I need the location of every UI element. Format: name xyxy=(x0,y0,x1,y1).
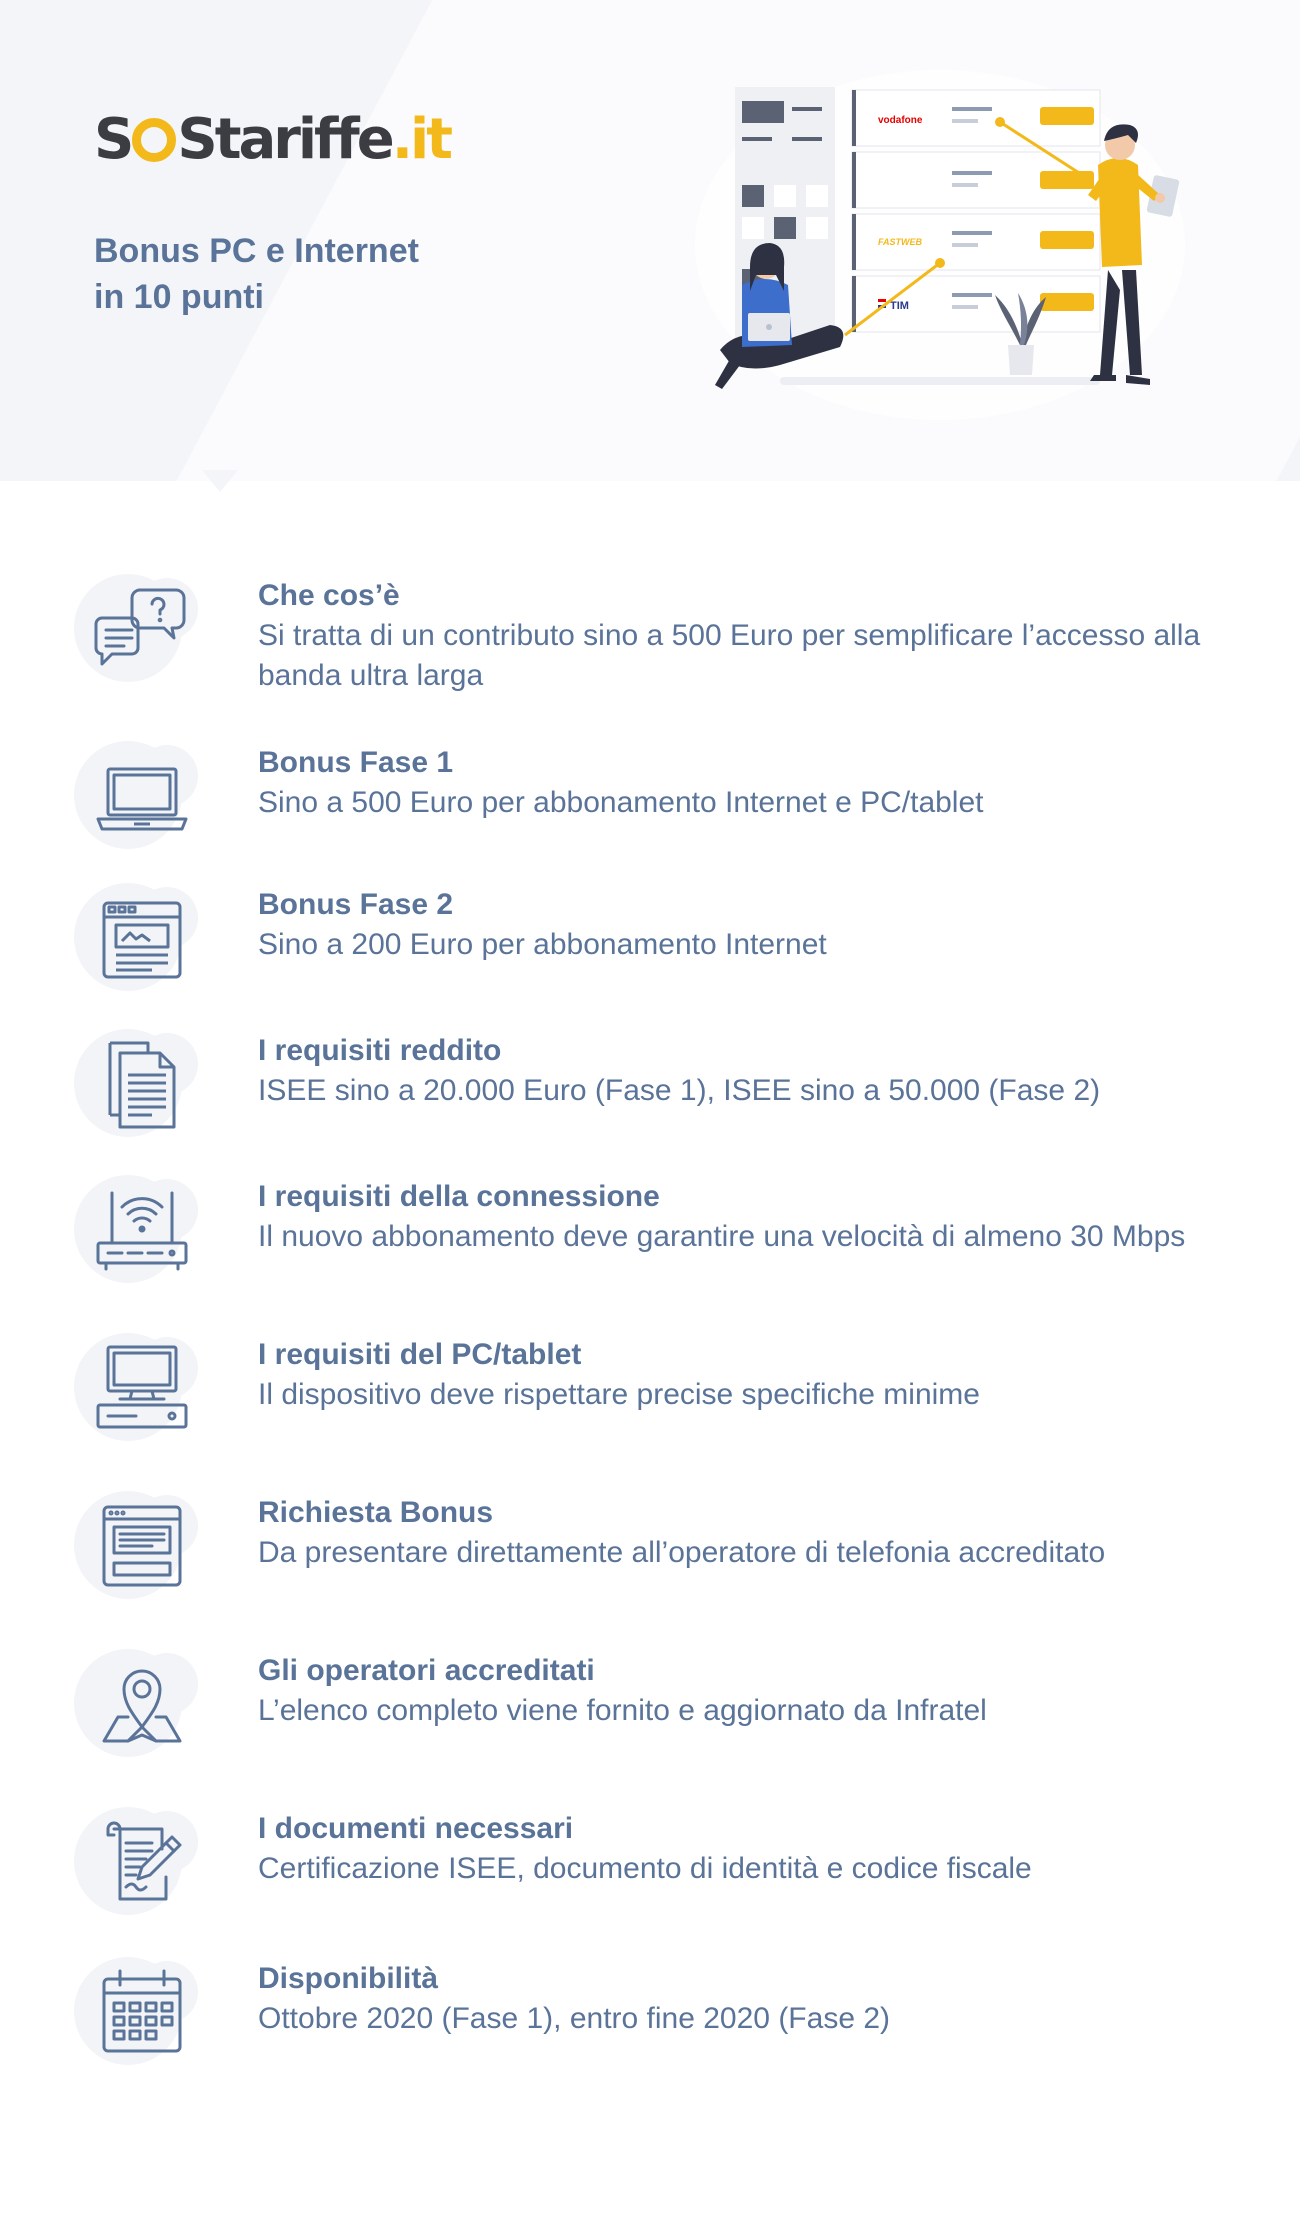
list-item-documenti-necessari xyxy=(0,1803,1300,1943)
item-title: Bonus Fase 1 xyxy=(258,746,454,779)
item-text: Da presentare direttamente all’operatore di telefonia accreditato xyxy=(258,1536,1106,1569)
logo-tld: .it xyxy=(391,106,451,172)
item-title: I documenti necessari xyxy=(258,1812,574,1845)
item-text: Sino a 500 Euro per abbonamento Internet e PC/tablet xyxy=(258,786,984,819)
list-item-requisiti-connessione xyxy=(0,1171,1300,1311)
page-subtitle xyxy=(94,228,514,320)
header-notch xyxy=(202,470,238,492)
logo xyxy=(94,104,450,174)
subtitle-line-2: in 10 punti xyxy=(94,278,264,316)
item-text: ISEE sino a 20.000 Euro (Fase 1), ISEE sino a 50.000 (Fase 2) xyxy=(258,1074,1101,1107)
list-item-che-cose xyxy=(0,570,1300,710)
document-pen-icon xyxy=(92,1813,192,1913)
calendar-icon xyxy=(92,1963,192,2063)
laptop-icon xyxy=(92,747,192,847)
header-illustration xyxy=(690,55,1230,435)
router-icon xyxy=(92,1181,192,1281)
subtitle-line-1: Bonus PC e Internet xyxy=(94,232,419,270)
card-label-tim: TIM xyxy=(890,300,909,312)
logo-letter-s2: S xyxy=(177,106,215,172)
logo-letter-s1: S xyxy=(94,106,132,172)
list-item-bonus-fase-2 xyxy=(0,879,1300,1019)
desktop-computer-icon xyxy=(92,1339,192,1439)
item-title: Richiesta Bonus xyxy=(258,1496,494,1529)
map-pin-icon xyxy=(92,1655,192,1755)
item-title: Gli operatori accreditati xyxy=(258,1654,595,1687)
browser-window-icon xyxy=(92,889,192,989)
logo-wordmark: tariffe xyxy=(214,106,392,172)
list-item-operatori-accreditati xyxy=(0,1645,1300,1785)
item-title: I requisiti del PC/tablet xyxy=(258,1338,582,1371)
chat-question-icon xyxy=(92,580,192,680)
item-text: Si tratta di un contributo sino a 500 Euro per semplificare l’accesso alla banda ultra larga xyxy=(258,619,1201,692)
list-item-requisiti-reddito xyxy=(0,1025,1300,1165)
header xyxy=(0,0,1300,481)
documents-icon xyxy=(92,1035,192,1135)
web-form-icon xyxy=(92,1497,192,1597)
list-item-disponibilita xyxy=(0,1953,1300,2093)
card-label-vodafone: vodafone xyxy=(878,115,923,126)
item-text: Certificazione ISEE, documento di identità e codice fiscale xyxy=(258,1852,1032,1885)
item-text: Sino a 200 Euro per abbonamento Internet xyxy=(258,928,827,961)
item-title: Bonus Fase 2 xyxy=(258,888,454,921)
item-text: Ottobre 2020 (Fase 1), entro fine 2020 (Fase 2) xyxy=(258,2002,891,2035)
item-title: I requisiti reddito xyxy=(258,1034,502,1067)
item-text: Il dispositivo deve rispettare precise specifiche minime xyxy=(258,1378,980,1411)
item-title: Disponibilità xyxy=(258,1962,438,1995)
card-label-fastweb: FASTWEB xyxy=(878,237,922,247)
lifebuoy-icon xyxy=(132,118,176,162)
item-text: Il nuovo abbonamento deve garantire una velocità di almeno 30 Mbps xyxy=(258,1220,1186,1253)
list-item-requisiti-pc xyxy=(0,1329,1300,1469)
item-title: Che cos’è xyxy=(258,579,400,612)
item-text: L’elenco completo viene fornito e aggiornato da Infratel xyxy=(258,1694,987,1727)
list-item-bonus-fase-1 xyxy=(0,737,1300,877)
list-item-richiesta-bonus xyxy=(0,1487,1300,1627)
item-title: I requisiti della connessione xyxy=(258,1180,660,1213)
